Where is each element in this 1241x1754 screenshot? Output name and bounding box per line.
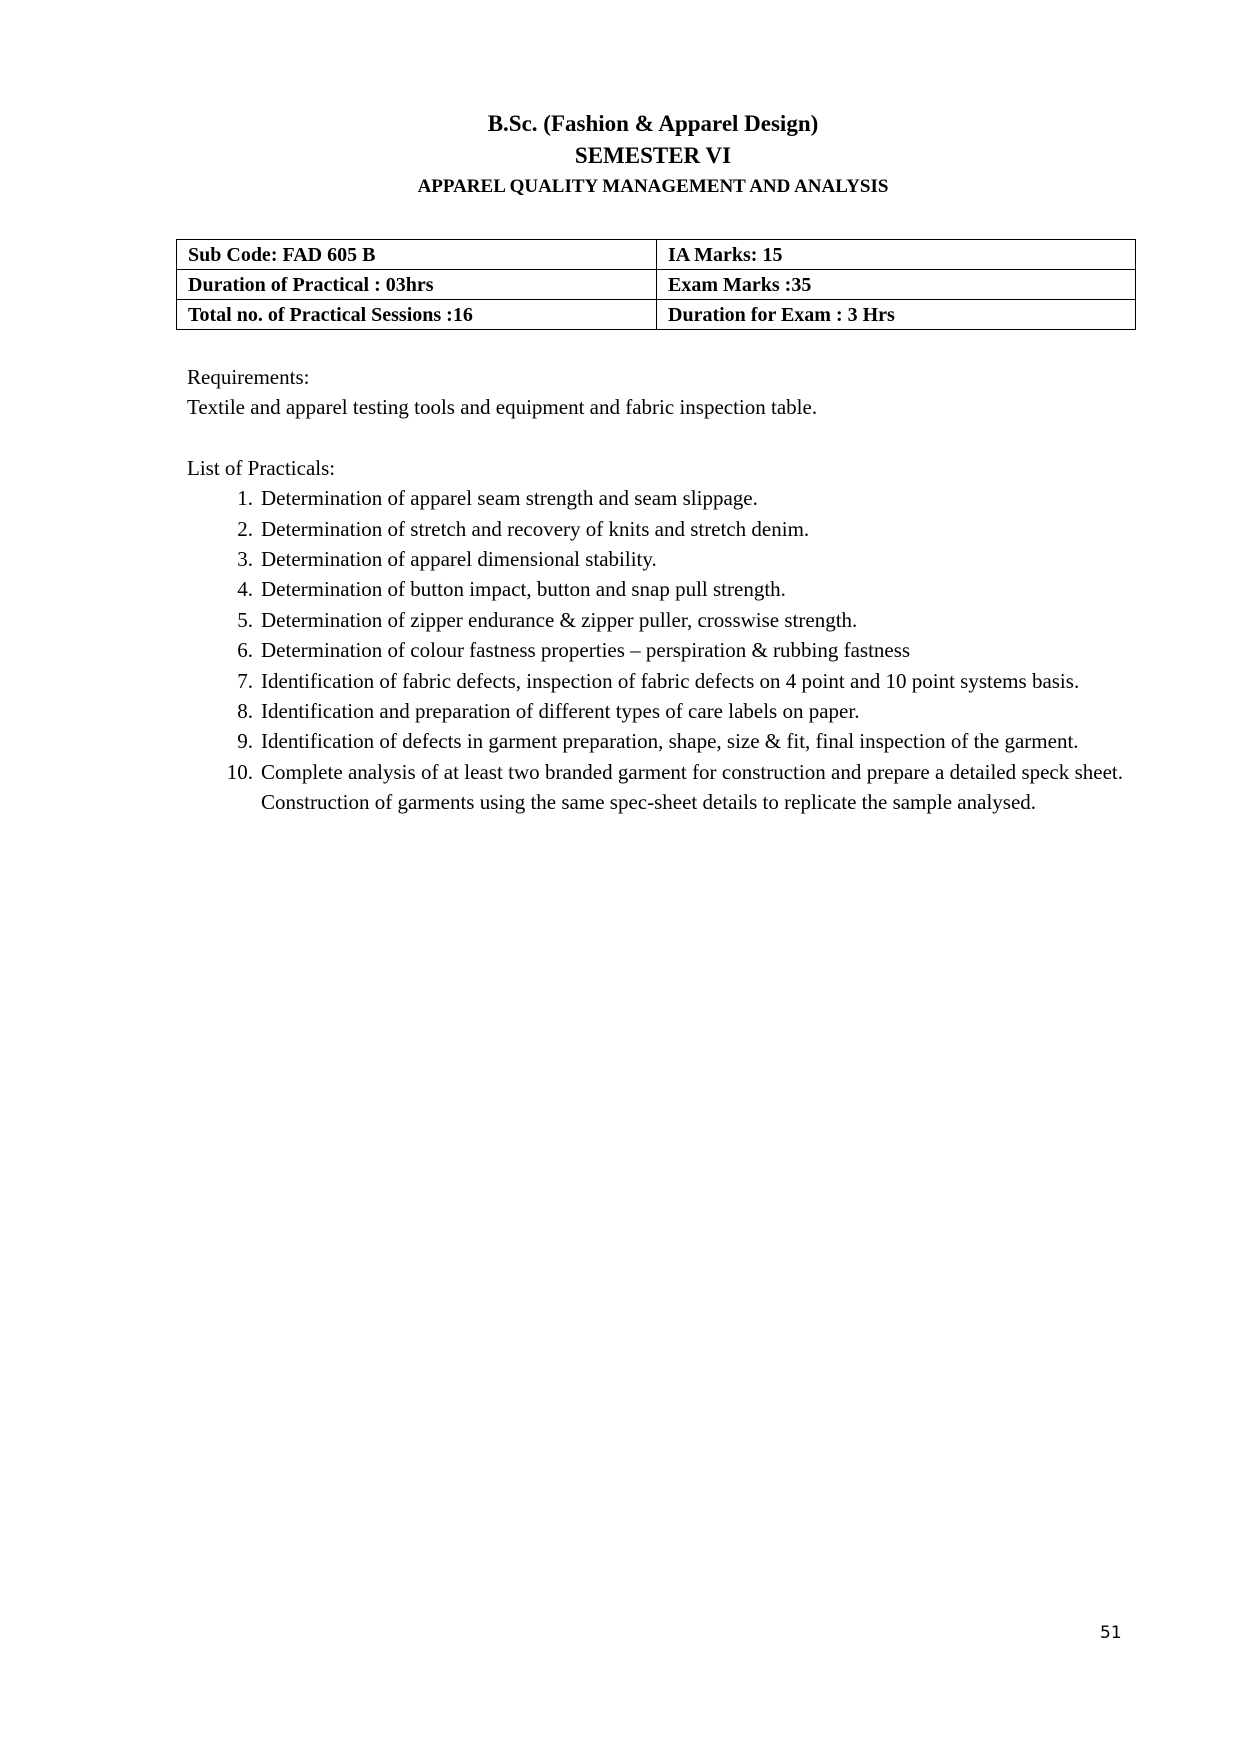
list-item [187, 483, 1123, 513]
item-text: Determination of apparel seam strength and seam slippage. [261, 486, 758, 511]
practical-sessions-cell: Total no. of Practical Sessions :16 [177, 300, 657, 330]
item-number: 8. [237, 699, 253, 724]
list-item [187, 696, 1123, 726]
sub-code-cell: Sub Code: FAD 605 B [177, 240, 657, 270]
requirements-heading: Requirements: [187, 365, 310, 389]
table-row [177, 270, 1136, 300]
item-number: 6. [237, 638, 253, 663]
table-row [177, 300, 1136, 330]
document-body [187, 362, 1123, 818]
item-number: 9. [237, 729, 253, 754]
item-number: 7. [237, 668, 253, 693]
item-text: Determination of button impact, button and snap pull strength. [261, 577, 786, 602]
list-item [187, 574, 1123, 604]
practical-duration-cell: Duration of Practical : 03hrs [177, 270, 657, 300]
table-row [177, 240, 1136, 270]
list-item [187, 757, 1123, 818]
item-number: 4. [237, 577, 253, 602]
list-item [187, 635, 1123, 665]
semester-title: SEMESTER VI [574, 143, 732, 168]
exam-duration-cell: Duration for Exam : 3 Hrs [657, 300, 1136, 330]
item-text: Determination of stretch and recovery of knits and stretch denim. [261, 516, 810, 541]
item-number: 2. [237, 516, 253, 541]
program-title: B.Sc. (Fashion & Apparel Design) [487, 111, 819, 136]
page-number: 51 [1100, 1623, 1122, 1643]
item-number: 5. [237, 607, 253, 632]
list-item [187, 544, 1123, 574]
list-item [187, 605, 1123, 635]
ia-marks-cell: IA Marks: 15 [657, 240, 1136, 270]
exam-marks-cell: Exam Marks :35 [657, 270, 1136, 300]
requirements-text: Textile and apparel testing tools and equipment and fabric inspection table. [187, 395, 818, 420]
course-title: APPAREL QUALITY MANAGEMENT AND ANALYSIS [417, 176, 889, 197]
item-text: Complete analysis of at least two branded garment for construction and prepare a detailed speck sheet. Construction of garments using the same spec-sheet details to replicate the sample analysed. [261, 759, 1123, 815]
item-text: Identification of defects in garment preparation, shape, size & fit, final inspection of the garment. [261, 729, 1079, 754]
item-text: Determination of colour fastness properties – perspiration & rubbing fastness [261, 638, 911, 663]
course-info-table [176, 239, 1136, 330]
list-item [187, 726, 1123, 756]
document-header [0, 108, 1241, 201]
list-item [187, 514, 1123, 544]
item-text: Identification and preparation of different types of care labels on paper. [261, 699, 860, 724]
item-text: Determination of apparel dimensional stability. [261, 547, 657, 572]
practicals-heading: List of Practicals: [187, 455, 336, 480]
item-number: 10. [226, 759, 253, 784]
item-number: 3. [237, 547, 253, 572]
list-item [187, 666, 1123, 696]
practicals-list [187, 483, 1123, 817]
item-text: Identification of fabric defects, inspection of fabric defects on 4 point and 10 point systems basis. [261, 668, 1080, 693]
item-text: Determination of zipper endurance & zipper puller, crosswise strength. [261, 607, 858, 632]
item-number: 1. [237, 486, 253, 511]
